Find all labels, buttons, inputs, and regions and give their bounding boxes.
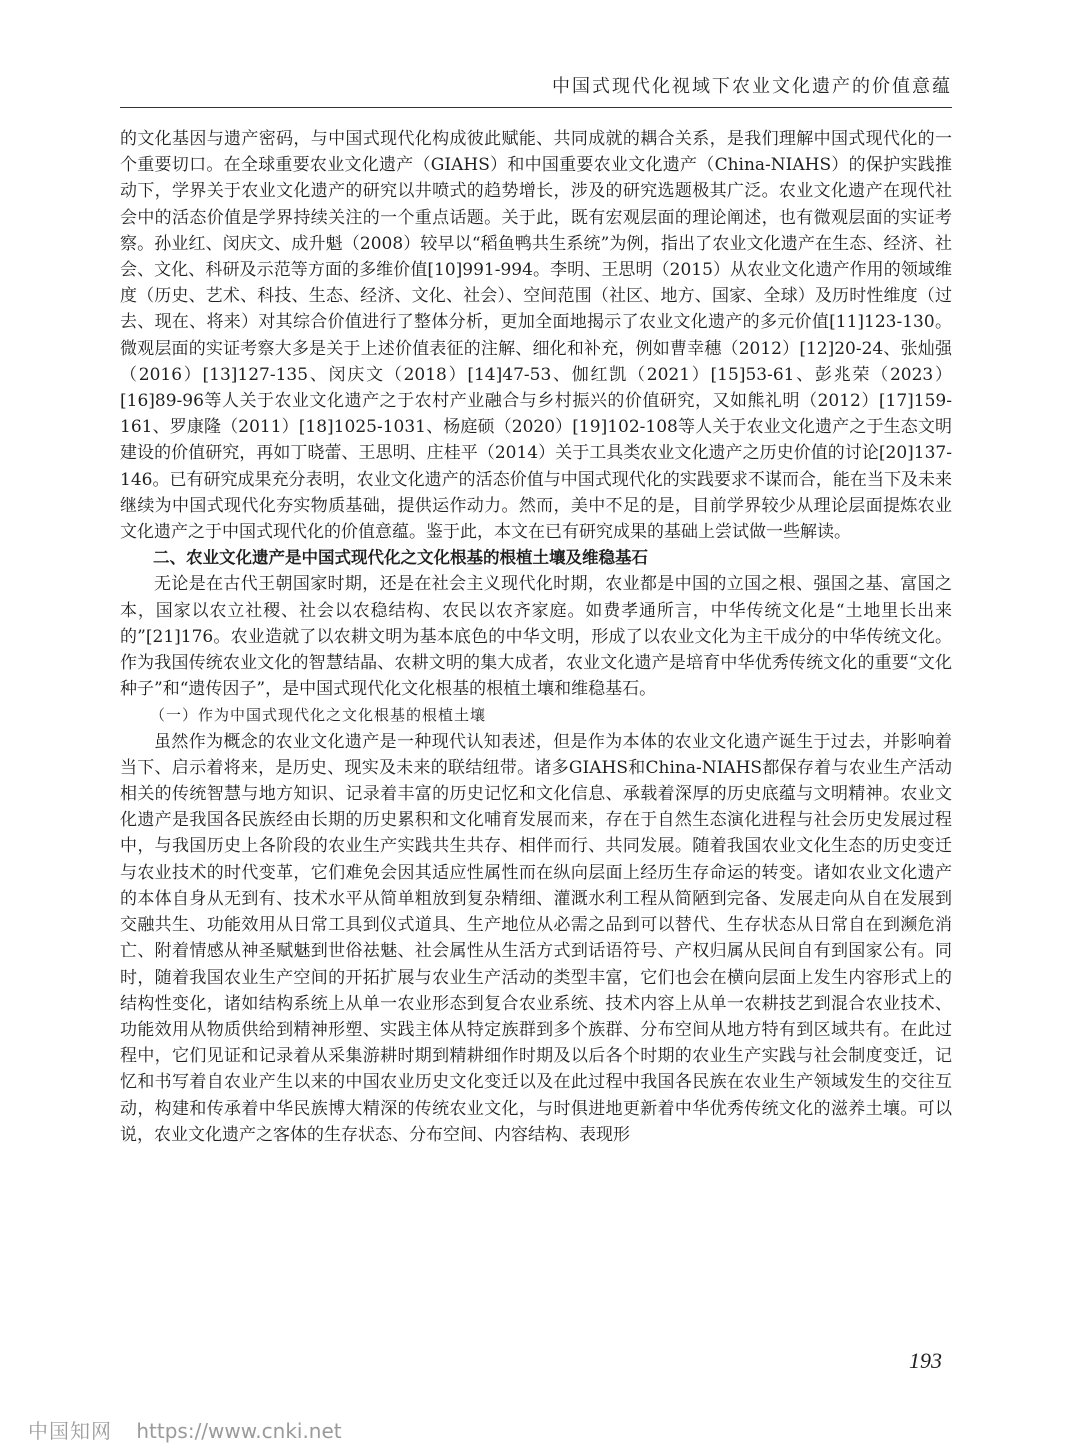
section-heading: 二、农业文化遗产是中国式现代化之文化根基的根植土壤及维稳基石 bbox=[153, 548, 648, 568]
cnki-logo-text: 中国知网 bbox=[28, 1419, 112, 1443]
paragraph-2: 无论是在古代王朝国家时期，还是在社会主义现代化时期，农业都是中国的立国之根、强国之基、富国之本，国家以农立社稷、社会以农稳结构、农民以农齐家庭。如费孝通所言，中华传统文化是“土地里长出来的”[21]176。农业造就了以农耕文明为基本底色的中华文明，形成了以农业文化为主干成分的中华传统文化。作为我国传统农业文化的智慧结晶、农耕文明的集大成者，农业文化遗产是培育中华优秀传统文化的重要“文化种子”和“遗传因子”，是中国式现代化文化根基的根植土壤和维稳基石。 bbox=[120, 574, 952, 700]
article-body bbox=[120, 126, 952, 1326]
paragraph-3: 虽然作为概念的农业文化遗产是一种现代认知表述，但是作为本体的农业文化遗产诞生于过去，并影响着当下、启示着将来，是历史、现实及未来的联结纽带。诸多GIAHS和China-NIAHS都保存着与农业生产活动相关的传统智慧与地方知识、记录着丰富的历史记忆和文化信息、承载着深厚的历史底蕴与文明精神。农业文化遗产是我国各民族经由长期的历史累积和文化哺育发展而来，存在于自然生态演化进程与社会历史发展过程中，与我国历史上各阶段的农业生产实践共生共存、相伴而行、共同发展。随着我国农业文化生态的历史变迁与农业技术的时代变革，它们难免会因其适应性属性而在纵向层面上经历生存命运的转变。诸如农业文化遗产的本体自身从无到有、技术水平从简单粗放到复杂精细、灌溉水利工程从简陋到完备、发展走向从自在发展到交融共生、功能效用从日常工具到仪式道具、生产地位从必需之品到可以替代、生存状态从日常自在到濒危消亡、附着情感从神圣赋魅到世俗祛魅、社会属性从生活方式到话语符号、产权归属从民间自有到国家公有。同时，随着我国农业生产空间的开拓扩展与农业生产活动的类型丰富，它们也会在横向层面上发生内容形式上的结构性变化，诸如结构系统上从单一农业形态到复合农业系统、技术内容上从单一农耕技艺到混合农业技术、功能效用从物质供给到精神形塑、实践主体从特定族群到多个族群、分布空间从地方特有到区域共有。在此过程中，它们见证和记录着从采集游耕时期到精耕细作时期及以后各个时期的农业生产实践与社会制度变迁，记忆和书写着自农业产生以来的中国农业历史文化变迁以及在此过程中我国各民族在农业生产领域发生的交往互动，构建和传承着中华民族博大精深的传统农业文化，与时俱进地更新着中华优秀传统文化的滋养土壤。可以说，农业文化遗产之客体的生存状态、分布空间、内容结构、表现形 bbox=[120, 731, 952, 1145]
running-header: 中国式现代化视域下农业文化遗产的价值意蕴 bbox=[552, 76, 952, 97]
paragraph-1: 的文化基因与遗产密码，与中国式现代化构成彼此赋能、共同成就的耦合关系，是我们理解中国式现代化的一个重要切口。在全球重要农业文化遗产（GIAHS）和中国重要农业文化遗产（China-NIAHS）的保护实践推动下，学界关于农业文化遗产的研究以井喷式的趋势增长，涉及的研究选题极其广泛。农业文化遗产在现代社会中的活态价值是学界持续关注的一个重点话题。关于此，既有宏观层面的理论阐述，也有微观层面的实证考察。孙业红、闵庆文、成升魁（2008）较早以“稻鱼鸭共生系统”为例，指出了农业文化遗产在生态、经济、社会、文化、科研及示范等方面的多维价值[10]991-994。李明、王思明（2015）从农业文化遗产作用的领域维度（历史、艺术、科技、生态、经济、文化、社会）、空间范围（社区、地方、国家、全球）及历时性维度（过去、现在、将来）对其综合价值进行了整体分析，更加全面地揭示了农业文化遗产的多元价值[11]123-130。微观层面的实证考察大多是关于上述价值表征的注解、细化和补充，例如曹幸穗（2012）[12]20-24、张灿强（2016）[13]127-135、闵庆文（2018）[14]47-53、伽红凯（2021）[15]53-61、彭兆荣（2023）[16]89-96等人关于农业文化遗产之于农村产业融合与乡村振兴的价值研究，又如熊礼明（2012）[17]159-161、罗康隆（2011）[18]1025-1031、杨庭硕（2020）[19]102-108等人关于农业文化遗产之于生态文明建设的价值研究，再如丁晓蕾、王思明、庄桂平（2014）关于工具类农业文化遗产之历史价值的讨论[20]137-146。已有研究成果充分表明，农业文化遗产的活态价值与中国式现代化的实践要求不谋而合，能在当下及未来继续为中国式现代化夯实物质基础，提供运作动力。然而，美中不足的是，目前学界较少从理论层面提炼农业文化遗产之于中国式现代化的价值意蕴。鉴于此，本文在已有研究成果的基础上尝试做一些解读。 bbox=[120, 129, 952, 543]
sub-heading: （一）作为中国式现代化之文化根基的根植土壤 bbox=[150, 706, 487, 725]
page-number: 193 bbox=[909, 1348, 942, 1373]
cnki-url: https://www.cnki.net bbox=[136, 1419, 342, 1443]
header-divider bbox=[120, 107, 952, 108]
cnki-watermark bbox=[28, 1415, 342, 1444]
